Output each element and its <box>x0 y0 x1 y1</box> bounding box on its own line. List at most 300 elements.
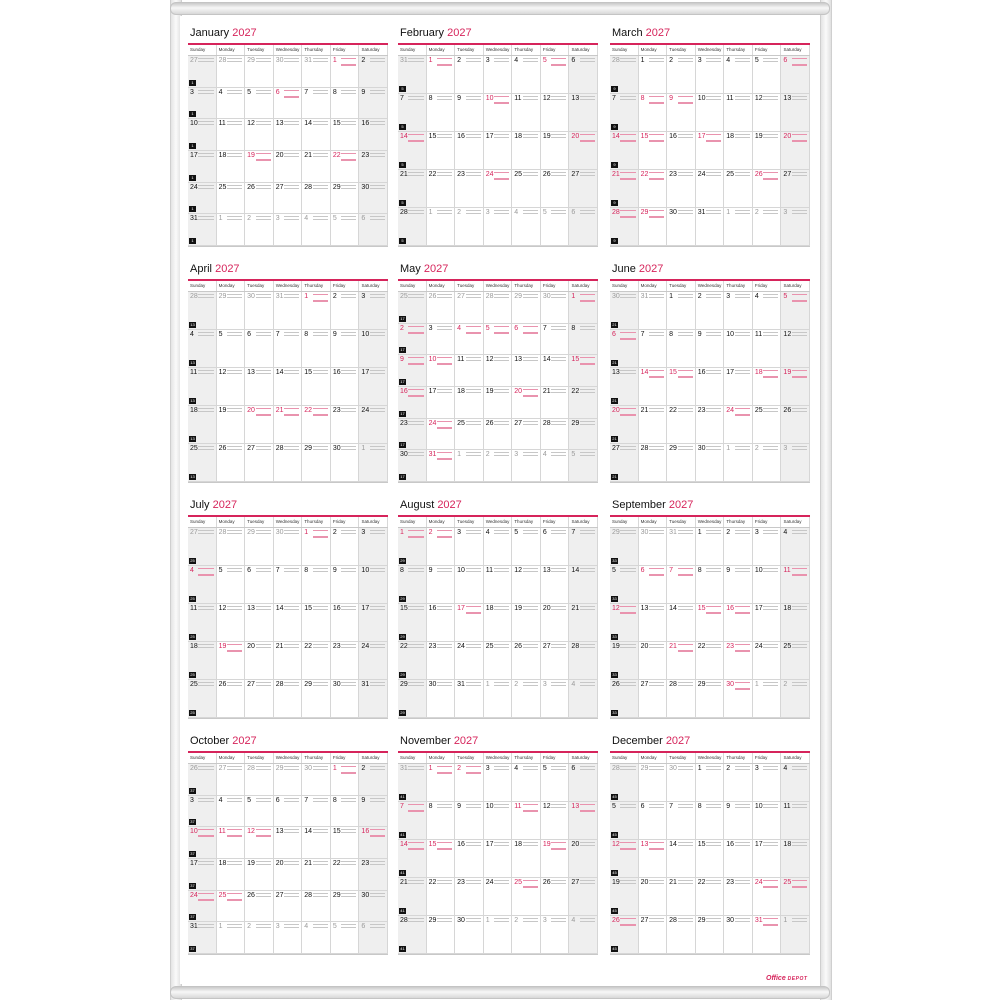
day-note-lines <box>523 58 538 62</box>
day-note-lines <box>706 134 721 142</box>
day-cell <box>245 88 274 120</box>
day-note-lines <box>735 842 750 846</box>
month-day-grid <box>610 763 810 955</box>
day-cell <box>610 916 639 954</box>
day-cell <box>331 859 360 891</box>
day-cell <box>541 355 570 387</box>
day-number: 29 <box>275 765 284 772</box>
day-cell <box>724 642 753 680</box>
weekday-header-row <box>188 279 388 291</box>
day-number: 9 <box>669 95 674 102</box>
day-note-lines <box>466 804 481 808</box>
day-note-lines <box>551 172 566 176</box>
day-cell <box>724 406 753 444</box>
day-cell <box>188 119 217 151</box>
day-number: 14 <box>400 133 408 140</box>
day-number: 3 <box>542 681 547 688</box>
day-cell <box>696 680 725 718</box>
day-number: 2 <box>514 681 519 688</box>
day-number: 7 <box>612 95 616 102</box>
day-note-lines <box>735 96 750 100</box>
day-cell <box>427 450 456 482</box>
day-cell <box>484 208 513 246</box>
day-number: 5 <box>332 215 337 223</box>
day-note-lines <box>494 804 509 808</box>
day-note-lines <box>494 389 509 393</box>
day-number: 17 <box>485 133 494 140</box>
day-note-lines <box>437 210 452 214</box>
day-note-lines <box>494 880 509 884</box>
day-note-lines <box>466 389 481 393</box>
day-note-lines <box>198 90 213 94</box>
month-name: November <box>400 735 451 747</box>
day-cell <box>639 642 668 680</box>
week-number-badge: 9 <box>611 200 618 206</box>
month-day-grid <box>188 527 388 719</box>
day-cell <box>639 170 668 208</box>
day-note-lines <box>678 568 693 576</box>
week-number-badge: 9 <box>611 86 618 92</box>
day-note-lines <box>341 829 356 833</box>
day-note-lines <box>256 90 271 94</box>
day-cell <box>398 56 427 94</box>
day-cell <box>484 56 513 94</box>
day-cell <box>302 330 331 368</box>
day-cell <box>274 680 303 718</box>
day-note-lines <box>792 606 807 610</box>
day-note-lines <box>370 924 385 928</box>
day-cell <box>541 94 570 132</box>
day-number: 22 <box>640 171 649 178</box>
day-cell <box>569 170 598 208</box>
day-note-lines <box>313 798 328 802</box>
weekday-header: Thursday <box>302 753 331 763</box>
week-number-badge: 21 <box>612 474 617 479</box>
day-note-lines <box>620 606 635 614</box>
day-number: 9 <box>332 567 337 574</box>
day-note-lines <box>494 766 509 770</box>
day-cell <box>610 368 639 406</box>
day-number: 31 <box>400 57 408 64</box>
day-cell <box>484 292 513 324</box>
week-number-badge: 1 <box>189 206 196 212</box>
day-note-lines <box>551 357 566 361</box>
day-number: 17 <box>457 605 465 612</box>
day-number: 2 <box>726 765 731 772</box>
day-note-lines <box>649 294 664 298</box>
weekday-header: Tuesday <box>455 281 484 291</box>
day-cell <box>455 802 484 840</box>
day-note-lines <box>763 134 778 138</box>
day-note-lines <box>408 421 423 425</box>
day-number: 6 <box>571 765 576 772</box>
day-number: 11 <box>726 95 734 102</box>
day-cell <box>455 355 484 387</box>
day-note-lines <box>706 294 721 298</box>
day-number: 24 <box>485 171 494 178</box>
day-note-lines <box>735 58 750 62</box>
day-number: 30 <box>275 57 284 64</box>
day-note-lines <box>341 568 356 572</box>
week-number-badge: 21 <box>612 360 617 365</box>
day-number: 1 <box>304 293 309 300</box>
day-note-lines <box>313 682 328 686</box>
day-number: 28 <box>400 917 408 924</box>
month-title <box>612 26 670 41</box>
day-note-lines <box>551 58 566 66</box>
day-cell <box>512 764 541 802</box>
day-number: 21 <box>542 387 551 395</box>
month-february <box>398 16 598 250</box>
day-number: 25 <box>514 171 523 178</box>
day-cell <box>245 827 274 859</box>
week-number-badge: 41 <box>400 946 405 951</box>
day-number: 1 <box>428 57 433 64</box>
day-cell <box>512 878 541 916</box>
day-number: 9 <box>400 356 404 364</box>
day-note-lines <box>408 530 423 538</box>
week-number-badge: 45 <box>612 946 617 951</box>
day-note-lines <box>256 893 271 897</box>
day-note-lines <box>408 644 423 648</box>
day-note-lines <box>466 606 481 614</box>
day-cell <box>274 859 303 891</box>
day-note-lines <box>466 842 481 846</box>
day-note-lines <box>551 210 566 214</box>
day-cell <box>217 330 246 368</box>
day-note-lines <box>735 210 750 214</box>
day-cell <box>217 604 246 642</box>
day-number: 25 <box>190 681 198 688</box>
weekday-header: Friday <box>331 281 360 291</box>
weekday-header-row <box>610 515 810 527</box>
month-name: February <box>400 27 445 39</box>
week-number-badge: 21 <box>612 322 617 327</box>
weekday-header: Monday <box>639 517 668 527</box>
day-cell <box>639 368 668 406</box>
day-cell <box>781 56 810 94</box>
weekday-header-row <box>398 515 598 527</box>
weekday-header: Sunday <box>398 517 427 527</box>
day-note-lines <box>284 644 299 648</box>
month-year: 2027 <box>645 27 671 39</box>
day-number: 13 <box>612 369 620 376</box>
weekday-header: Wednesday <box>274 753 303 763</box>
weekday-header-row <box>610 43 810 55</box>
day-number: 26 <box>485 419 494 427</box>
day-note-lines <box>735 530 750 534</box>
day-cell <box>781 604 810 642</box>
day-cell <box>724 56 753 94</box>
month-title <box>612 498 693 513</box>
day-cell <box>427 324 456 356</box>
day-number: 2 <box>332 293 337 300</box>
week-number-badge: 5 <box>399 238 406 244</box>
day-cell <box>302 891 331 923</box>
week-number-badge: 41 <box>400 870 405 875</box>
day-note-lines <box>341 408 356 412</box>
day-note-lines <box>763 294 778 298</box>
day-number: 1 <box>218 923 223 931</box>
month-day-grid <box>188 763 388 955</box>
day-cell <box>274 566 303 604</box>
day-note-lines <box>408 134 423 142</box>
day-cell <box>331 922 360 954</box>
weekday-header: Monday <box>427 753 456 763</box>
day-note-lines <box>580 134 595 142</box>
day-number: 3 <box>697 57 702 64</box>
day-number: 16 <box>428 605 437 612</box>
day-cell <box>359 444 388 482</box>
day-cell <box>512 170 541 208</box>
day-note-lines <box>256 766 271 770</box>
day-note-lines <box>620 332 635 340</box>
day-number: 6 <box>612 331 616 338</box>
day-cell <box>484 132 513 170</box>
day-number: 29 <box>697 917 706 924</box>
day-cell <box>427 94 456 132</box>
day-note-lines <box>313 90 328 94</box>
day-cell <box>302 764 331 796</box>
day-cell <box>696 566 725 604</box>
day-number: 9 <box>726 803 731 810</box>
day-note-lines <box>466 172 481 176</box>
day-number: 10 <box>190 828 198 836</box>
day-number: 1 <box>332 765 337 772</box>
day-number: 11 <box>783 803 791 810</box>
day-note-lines <box>580 96 595 100</box>
day-cell <box>331 56 360 88</box>
day-note-lines <box>408 389 423 397</box>
day-cell <box>188 56 217 88</box>
day-number: 13 <box>247 369 255 376</box>
day-cell <box>569 132 598 170</box>
day-number: 28 <box>275 681 284 688</box>
day-number: 8 <box>332 796 337 804</box>
day-number: 27 <box>640 917 649 924</box>
day-number: 2 <box>783 681 788 688</box>
day-cell <box>188 406 217 444</box>
day-number: 2 <box>361 765 366 772</box>
day-number: 4 <box>514 57 519 64</box>
day-note-lines <box>706 766 721 770</box>
day-note-lines <box>678 134 693 138</box>
day-note-lines <box>466 568 481 572</box>
weekday-header: Tuesday <box>245 753 274 763</box>
day-number: 3 <box>754 765 759 772</box>
day-number: 2 <box>726 529 731 536</box>
day-note-lines <box>792 568 807 576</box>
day-note-lines <box>284 682 299 686</box>
day-note-lines <box>408 804 423 812</box>
weekday-header-row <box>610 279 810 291</box>
weekday-header: Thursday <box>512 753 541 763</box>
weekday-header: Friday <box>753 281 782 291</box>
day-note-lines <box>551 326 566 330</box>
day-cell <box>455 604 484 642</box>
week-number-badge: 37 <box>190 850 195 856</box>
day-number: 3 <box>485 209 490 216</box>
day-note-lines <box>735 370 750 374</box>
day-cell <box>484 680 513 718</box>
day-note-lines <box>198 766 213 770</box>
day-note-lines <box>341 530 356 534</box>
day-number: 9 <box>457 803 462 810</box>
day-cell <box>753 878 782 916</box>
day-note-lines <box>735 134 750 138</box>
day-number: 2 <box>361 57 366 64</box>
week-number-badge: 25 <box>190 634 195 639</box>
day-number: 15 <box>332 828 341 836</box>
month-title <box>190 262 240 277</box>
day-number: 8 <box>669 331 674 338</box>
day-cell <box>696 604 725 642</box>
day-note-lines <box>256 370 271 374</box>
day-cell <box>753 764 782 802</box>
day-note-lines <box>678 918 693 922</box>
day-number: 6 <box>361 923 366 931</box>
day-note-lines <box>551 96 566 100</box>
day-cell <box>610 528 639 566</box>
day-cell <box>569 56 598 94</box>
day-cell <box>427 208 456 246</box>
day-note-lines <box>341 861 356 865</box>
day-number: 21 <box>275 407 284 414</box>
day-number: 5 <box>332 923 337 931</box>
day-number: 25 <box>514 879 523 886</box>
day-cell <box>781 840 810 878</box>
day-number: 15 <box>304 605 313 612</box>
weekday-header-row <box>188 751 388 763</box>
day-note-lines <box>580 880 595 884</box>
day-number: 10 <box>361 331 370 338</box>
day-number: 17 <box>726 369 735 376</box>
day-cell <box>541 642 570 680</box>
day-number: 6 <box>247 567 252 574</box>
day-note-lines <box>649 766 664 770</box>
day-cell <box>781 170 810 208</box>
day-note-lines <box>792 294 807 302</box>
day-note-lines <box>284 58 299 62</box>
day-number: 13 <box>275 828 284 836</box>
week-number-badge: 33 <box>612 672 617 677</box>
day-cell <box>484 324 513 356</box>
day-note-lines <box>580 766 595 770</box>
day-note-lines <box>580 568 595 572</box>
day-number: 28 <box>485 293 494 300</box>
day-note-lines <box>551 294 566 298</box>
day-note-lines <box>437 421 452 429</box>
day-number: 20 <box>275 151 284 159</box>
day-cell <box>696 406 725 444</box>
day-cell <box>455 642 484 680</box>
day-note-lines <box>494 326 509 334</box>
day-number: 26 <box>514 643 523 650</box>
day-note-lines <box>370 568 385 572</box>
day-number: 24 <box>754 643 763 650</box>
day-note-lines <box>580 421 595 425</box>
day-cell <box>512 802 541 840</box>
month-name: July <box>190 499 210 511</box>
day-cell <box>667 802 696 840</box>
day-number: 11 <box>485 567 493 574</box>
day-note-lines <box>706 332 721 336</box>
day-number: 20 <box>640 879 649 886</box>
day-note-lines <box>580 606 595 610</box>
day-note-lines <box>620 96 635 100</box>
day-note-lines <box>466 421 481 425</box>
day-cell <box>455 170 484 208</box>
day-cell <box>455 94 484 132</box>
day-number: 16 <box>726 605 735 612</box>
month-day-grid <box>188 55 388 247</box>
day-note-lines <box>341 766 356 774</box>
month-name: January <box>190 27 230 39</box>
day-number: 18 <box>754 369 763 376</box>
day-note-lines <box>551 842 566 850</box>
day-note-lines <box>763 172 778 180</box>
day-cell <box>639 802 668 840</box>
day-cell <box>188 151 217 183</box>
day-note-lines <box>313 829 328 833</box>
day-note-lines <box>678 530 693 534</box>
day-number: 31 <box>361 681 370 688</box>
day-number: 1 <box>304 529 309 536</box>
week-number-badge: 5 <box>399 200 406 206</box>
day-number: 13 <box>571 95 580 102</box>
day-note-lines <box>227 798 242 802</box>
day-note-lines <box>678 294 693 298</box>
day-number: 24 <box>428 419 437 427</box>
day-note-lines <box>370 408 385 412</box>
day-number: 7 <box>640 331 645 338</box>
weekday-header: Thursday <box>302 281 331 291</box>
day-cell <box>188 604 217 642</box>
weekday-header: Tuesday <box>667 753 696 763</box>
day-cell <box>359 330 388 368</box>
day-cell <box>639 56 668 94</box>
day-note-lines <box>678 172 693 176</box>
day-note-lines <box>466 294 481 298</box>
day-cell <box>331 444 360 482</box>
day-note-lines <box>256 446 271 450</box>
day-note-lines <box>370 798 385 802</box>
day-cell <box>667 368 696 406</box>
day-cell <box>753 642 782 680</box>
day-number: 26 <box>542 171 551 178</box>
month-year: 2027 <box>668 499 694 511</box>
day-note-lines <box>792 210 807 214</box>
day-note-lines <box>706 842 721 846</box>
day-cell <box>455 208 484 246</box>
day-cell <box>302 151 331 183</box>
weekday-header: Tuesday <box>245 45 274 55</box>
month-title <box>190 26 257 41</box>
day-cell <box>696 94 725 132</box>
day-cell <box>639 680 668 718</box>
day-number: 11 <box>754 331 763 338</box>
day-note-lines <box>523 421 538 425</box>
day-number: 23 <box>697 407 706 414</box>
day-note-lines <box>494 210 509 214</box>
day-number: 31 <box>190 923 198 931</box>
day-note-lines <box>735 408 750 416</box>
day-cell <box>512 387 541 419</box>
day-cell <box>398 528 427 566</box>
day-number: 26 <box>190 765 198 772</box>
day-cell <box>667 208 696 246</box>
day-cell <box>331 406 360 444</box>
